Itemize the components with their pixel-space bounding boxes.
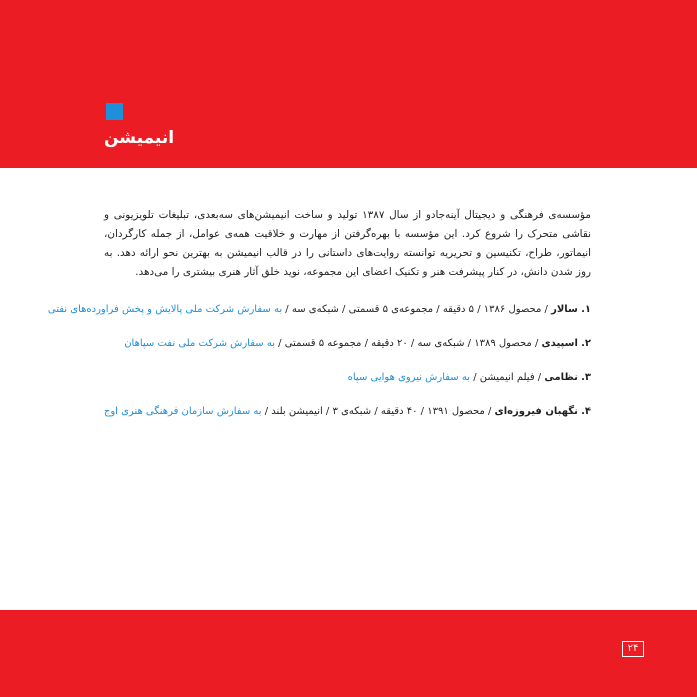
work-client: به سفارش نیروی هوایی سپاه — [347, 372, 471, 383]
work-item — [47, 302, 591, 318]
page-title: انیمیشن — [104, 128, 175, 148]
main-content — [47, 206, 591, 420]
work-number: ۲. — [581, 338, 591, 349]
work-number: ۱. — [581, 304, 591, 315]
work-number: ۴. — [581, 406, 591, 417]
work-item — [104, 336, 591, 352]
work-details: / فیلم انیمیشن / — [470, 372, 545, 383]
work-title: نگهبان فیروزه‌ای — [494, 406, 578, 417]
page-number: ۲۴ — [622, 641, 644, 657]
work-details: / محصول ۱۳۹۱ / ۴۰ دقیقه / شبکه‌ی ۳ / انیمیشن بلند / — [261, 406, 495, 417]
work-title: سالار — [551, 304, 578, 315]
work-title: اسپیدی — [541, 338, 578, 349]
header-band — [0, 0, 697, 168]
work-number: ۳. — [581, 372, 591, 383]
section-marker-square — [106, 103, 123, 120]
work-item — [104, 404, 591, 420]
work-details: / محصول ۱۳۸۹ / شبکه‌ی سه / ۲۰ دقیقه / مجموعه ۵ قسمتی / — [275, 338, 542, 349]
work-client: به سفارش سازمان فرهنگی هنری اوج — [103, 406, 262, 417]
footer-band — [0, 610, 697, 697]
work-item — [104, 370, 591, 386]
work-title: نظامی — [544, 372, 578, 383]
work-client: به سفارش شرکت ملی نفت سپاهان — [124, 338, 275, 349]
work-details: / محصول ۱۳۸۶ / ۵ دقیقه / مجموعه‌ی ۵ قسمتی / شبکه‌ی سه / — [282, 304, 552, 315]
work-client: به سفارش شرکت ملی پالایش و پخش فراورده‌های نفتی — [47, 304, 283, 315]
intro-paragraph: مؤسسه‌ی فرهنگی و دیجیتال آینه‌جادو از سال ۱۳۸۷ تولید و ساخت انیمیشن‌های سه‌بعدی، تبلیغات تلویزیونی و نقاشی متحرک را شروع کرد. این مؤسسه با بهره‌گرفتن از مهارت و خلاقیت همه‌ی عوامل، از جمله کارگردان، انیماتور، طراح، تکنیسین و تحریریه توانسته روایت‌های داستانی را در قالب انیمیشن به بهترین نحو ارائه دهد. به روز شدن دانش، در کنار پیشرفت هنر و تکنیک اعضای این مجموعه، نوید خلق آثار هنری بیشتری را می‌دهد. — [104, 209, 591, 278]
